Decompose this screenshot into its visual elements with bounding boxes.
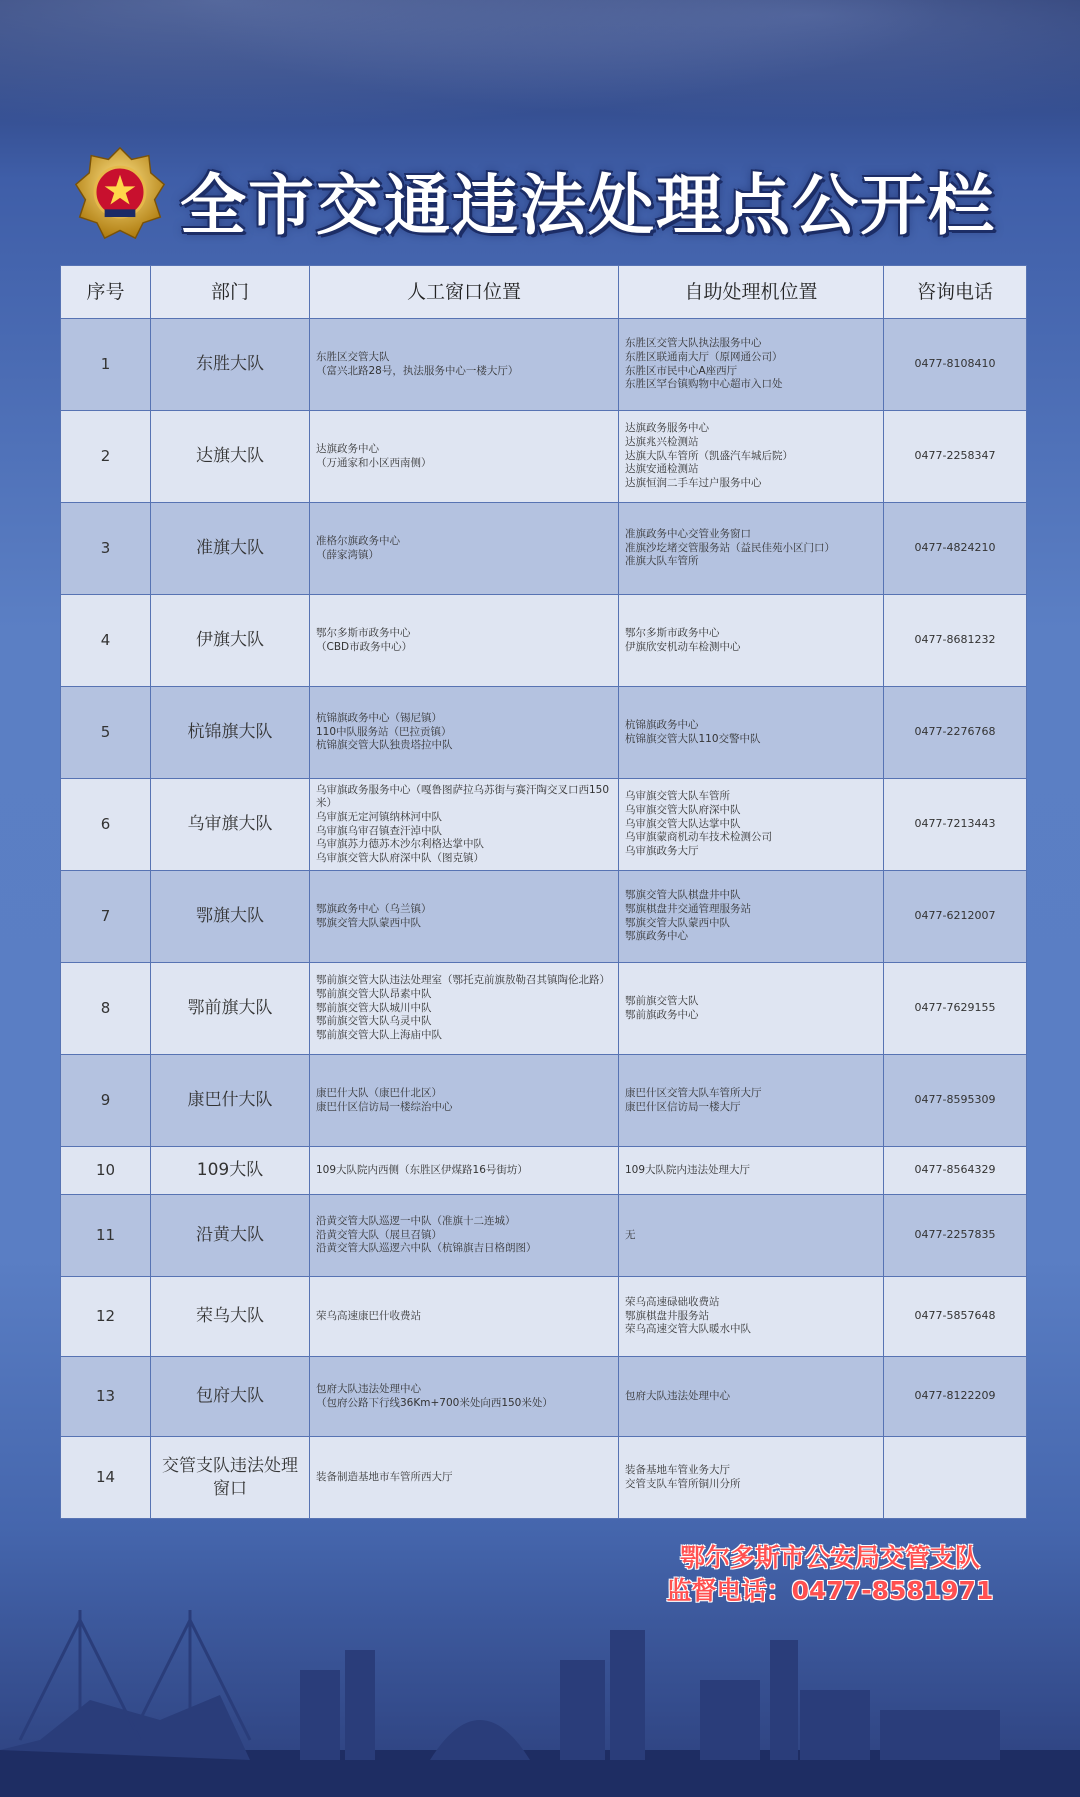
row-phone: 0477-8681232 [884, 595, 1027, 687]
table-row [61, 1437, 1027, 1519]
row-phone: 0477-2258347 [884, 411, 1027, 503]
row-seq: 10 [61, 1147, 151, 1195]
row-manual-location [310, 779, 619, 871]
row-dept: 交管支队违法处理窗口 [151, 1437, 310, 1519]
row-dept: 鄂前旗大队 [151, 963, 310, 1055]
manual-location-item: 荣乌高速康巴什收费站 [316, 1309, 421, 1322]
row-phone: 0477-7629155 [884, 963, 1027, 1055]
row-dept: 杭锦旗大队 [151, 687, 310, 779]
row-manual-location [310, 871, 619, 963]
table-row [61, 1357, 1027, 1437]
header [0, 140, 1080, 250]
manual-location-item: 杭锦旗交管大队独贵塔拉中队 [316, 739, 453, 752]
city-skyline-illustration [0, 1600, 1080, 1797]
row-manual-location [310, 1357, 619, 1437]
self-service-item: 达旗安通检测站 [625, 463, 699, 476]
manual-location-item: 康巴什区信访局一楼综治中心 [316, 1100, 453, 1113]
manual-location-item: 包府大队违法处理中心 [316, 1382, 421, 1395]
manual-location-item: 鄂前旗交管大队违法处理室（鄂托克前旗敖勒召其镇陶伦北路） [316, 974, 610, 987]
manual-location-item: 109大队院内西侧（东胜区伊煤路16号街坊） [316, 1163, 528, 1176]
manual-location-item: 鄂尔多斯市政务中心 [316, 626, 411, 639]
self-service-item: 乌审旗交管大队达掌中队 [625, 817, 741, 830]
self-service-item: 东胜区联通南大厅（原网通公司） [625, 350, 783, 363]
row-dept: 康巴什大队 [151, 1055, 310, 1147]
row-phone: 0477-8122209 [884, 1357, 1027, 1437]
self-service-item: 杭锦旗交管大队110交警中队 [625, 732, 761, 745]
self-service-item: 装备基地车管业务大厅 [625, 1463, 730, 1476]
manual-location-item: 110中队服务站（巴拉贡镇） [316, 725, 452, 738]
self-service-item: 鄂旗交管大队棋盘井中队 [625, 889, 741, 902]
manual-location-item: 达旗政务中心 [316, 442, 379, 455]
row-dept: 荣乌大队 [151, 1277, 310, 1357]
manual-location-item: （薛家湾镇） [316, 548, 379, 561]
manual-location-item: 装备制造基地市车管所西大厅 [316, 1470, 453, 1483]
row-phone: 0477-8108410 [884, 319, 1027, 411]
row-dept: 沿黄大队 [151, 1195, 310, 1277]
self-service-item: 无 [625, 1228, 636, 1241]
row-phone: 0477-5857648 [884, 1277, 1027, 1357]
row-self-service-location [619, 1147, 884, 1195]
footer-org: 鄂尔多斯市公安局交管支队 [679, 1543, 980, 1572]
self-service-item: 达旗大队车管所（凯盛汽车城后院） [625, 449, 793, 462]
manual-location-item: 乌审旗政务服务中心（嘎鲁图萨拉乌苏街与赛汗陶交叉口西150米） [316, 783, 610, 810]
table-header-row [61, 266, 1027, 319]
row-manual-location [310, 963, 619, 1055]
row-self-service-location [619, 503, 884, 595]
row-self-service-location [619, 1277, 884, 1357]
manual-location-item: 鄂旗政务中心（乌兰镇） [316, 902, 432, 915]
self-service-item: 鄂旗交管大队蒙西中队 [625, 916, 730, 929]
row-seq: 2 [61, 411, 151, 503]
row-self-service-location [619, 687, 884, 779]
row-phone: 0477-7213443 [884, 779, 1027, 871]
table-row [61, 1195, 1027, 1277]
manual-location-item: 东胜区交管大队 [316, 350, 390, 363]
table-row [61, 411, 1027, 503]
table-row [61, 595, 1027, 687]
manual-location-item: 准格尔旗政务中心 [316, 534, 400, 547]
row-manual-location [310, 1195, 619, 1277]
row-manual-location [310, 411, 619, 503]
row-manual-location [310, 595, 619, 687]
header-phone: 咨询电话 [884, 266, 1027, 319]
row-self-service-location [619, 871, 884, 963]
manual-location-item: 鄂前旗交管大队上海庙中队 [316, 1028, 442, 1041]
manual-location-item: （包府公路下行线36Km+700米处向西150米处） [316, 1396, 553, 1409]
row-phone: 0477-8595309 [884, 1055, 1027, 1147]
header-dept: 部门 [151, 266, 310, 319]
row-seq: 6 [61, 779, 151, 871]
row-seq: 13 [61, 1357, 151, 1437]
table-row [61, 1055, 1027, 1147]
manual-location-item: 沿黄交管大队巡逻一中队（准旗十二连城） [316, 1215, 516, 1228]
table-row [61, 963, 1027, 1055]
row-dept: 达旗大队 [151, 411, 310, 503]
manual-location-item: 乌审旗乌审召镇查汗淖中队 [316, 824, 442, 837]
row-self-service-location [619, 411, 884, 503]
manual-location-item: （万通家和小区西南侧） [316, 456, 432, 469]
row-manual-location [310, 503, 619, 595]
manual-location-item: 沿黄交管大队巡逻六中队（杭锦旗吉日格朗图） [316, 1242, 537, 1255]
row-seq: 11 [61, 1195, 151, 1277]
self-service-item: 伊旗欣安机动车检测中心 [625, 640, 741, 653]
self-service-item: 鄂旗政务中心 [625, 930, 688, 943]
row-manual-location [310, 687, 619, 779]
row-dept: 包府大队 [151, 1357, 310, 1437]
self-service-item: 东胜区罕台镇购物中心超市入口处 [625, 378, 783, 391]
row-seq: 14 [61, 1437, 151, 1519]
row-self-service-location [619, 1055, 884, 1147]
self-service-item: 鄂旗棋盘井服务站 [625, 1309, 709, 1322]
manual-location-item: 鄂前旗交管大队昂素中队 [316, 988, 432, 1001]
row-self-service-location [619, 1357, 884, 1437]
row-self-service-location [619, 319, 884, 411]
row-seq: 7 [61, 871, 151, 963]
manual-location-item: （富兴北路28号，执法服务中心一楼大厅） [316, 364, 519, 377]
header-seq: 序号 [61, 266, 151, 319]
row-manual-location [310, 1277, 619, 1357]
police-emblem-icon [72, 146, 168, 242]
table-body [61, 319, 1027, 1519]
manual-location-item: 鄂前旗交管大队城川中队 [316, 1001, 432, 1014]
header-manual: 人工窗口位置 [310, 266, 619, 319]
manual-location-item: 鄂前旗交管大队乌灵中队 [316, 1015, 432, 1028]
self-service-item: 乌审旗蒙商机动车技术检测公司 [625, 831, 772, 844]
table-row [61, 687, 1027, 779]
row-self-service-location [619, 1195, 884, 1277]
self-service-item: 鄂前旗政务中心 [625, 1008, 699, 1021]
row-self-service-location [619, 963, 884, 1055]
manual-location-item: 乌审旗苏力德苏木沙尔利格达掌中队 [316, 838, 484, 851]
row-phone: 0477-2276768 [884, 687, 1027, 779]
self-service-item: 达旗恒润二手车过户服务中心 [625, 476, 762, 489]
table-row [61, 1147, 1027, 1195]
self-service-item: 准旗政务中心交管业务窗口 [625, 528, 751, 541]
table-row [61, 319, 1027, 411]
row-dept: 鄂旗大队 [151, 871, 310, 963]
row-phone: 0477-2257835 [884, 1195, 1027, 1277]
self-service-item: 乌审旗交管大队车管所 [625, 790, 730, 803]
table-row [61, 871, 1027, 963]
self-service-item: 鄂尔多斯市政务中心 [625, 626, 720, 639]
self-service-item: 准旗大队车管所 [625, 555, 699, 568]
self-service-item: 交管支队车管所铜川分所 [625, 1477, 741, 1490]
row-dept: 乌审旗大队 [151, 779, 310, 871]
self-service-item: 东胜区交管大队执法服务中心 [625, 337, 762, 350]
self-service-item: 康巴什区信访局一楼大厅 [625, 1100, 741, 1113]
row-dept: 准旗大队 [151, 503, 310, 595]
self-service-item: 乌审旗政务大厅 [625, 844, 699, 857]
row-phone: 0477-4824210 [884, 503, 1027, 595]
manual-location-item: 杭锦旗政务中心（锡尼镇） [316, 712, 442, 725]
footer [620, 1542, 1040, 1607]
manual-location-item: 沿黄交管大队（展旦召镇） [316, 1228, 442, 1241]
row-self-service-location [619, 1437, 884, 1519]
self-service-item: 包府大队违法处理中心 [625, 1389, 730, 1402]
row-manual-location [310, 319, 619, 411]
manual-location-item: 康巴什大队（康巴什北区） [316, 1086, 442, 1099]
row-dept: 伊旗大队 [151, 595, 310, 687]
self-service-item: 109大队院内违法处理大厅 [625, 1163, 751, 1176]
row-phone [884, 1437, 1027, 1519]
self-service-item: 荣乌高速交管大队暖水中队 [625, 1323, 751, 1336]
row-seq: 9 [61, 1055, 151, 1147]
self-service-item: 准旗沙圪堵交管服务站（益民佳苑小区门口） [625, 541, 835, 554]
manual-location-item: 鄂旗交管大队蒙西中队 [316, 916, 421, 929]
manual-location-item: 乌审旗交管大队府深中队（图克镇） [316, 851, 484, 864]
row-phone: 0477-8564329 [884, 1147, 1027, 1195]
self-service-item: 康巴什区交管大队车管所大厅 [625, 1086, 762, 1099]
footer-hotline: 监督电话：0477-8581971 [666, 1575, 994, 1605]
violation-points-table [60, 265, 1027, 1519]
manual-location-item: 乌审旗无定河镇纳林河中队 [316, 810, 442, 823]
table-row [61, 779, 1027, 871]
self-service-item: 鄂前旗交管大队 [625, 994, 699, 1007]
row-seq: 5 [61, 687, 151, 779]
row-seq: 3 [61, 503, 151, 595]
table-row [61, 1277, 1027, 1357]
self-service-item: 东胜区市民中心A座西厅 [625, 364, 738, 377]
row-manual-location [310, 1055, 619, 1147]
sky-background [0, 0, 1080, 150]
row-dept: 东胜大队 [151, 319, 310, 411]
row-phone: 0477-6212007 [884, 871, 1027, 963]
self-service-item: 达旗政务服务中心 [625, 422, 709, 435]
row-seq: 4 [61, 595, 151, 687]
row-self-service-location [619, 779, 884, 871]
row-manual-location [310, 1437, 619, 1519]
row-seq: 1 [61, 319, 151, 411]
row-dept: 109大队 [151, 1147, 310, 1195]
row-manual-location [310, 1147, 619, 1195]
row-seq: 12 [61, 1277, 151, 1357]
row-seq: 8 [61, 963, 151, 1055]
table-row [61, 503, 1027, 595]
self-service-item: 达旗兆兴检测站 [625, 436, 699, 449]
self-service-item: 鄂旗棋盘井交通管理服务站 [625, 902, 751, 915]
self-service-item: 荣乌高速碌础收费站 [625, 1296, 720, 1309]
header-self: 自助处理机位置 [619, 266, 884, 319]
page-title: 全市交通违法处理点公开栏 [180, 167, 996, 244]
manual-location-item: （CBD市政务中心） [316, 640, 413, 653]
self-service-item: 杭锦旗政务中心 [625, 718, 699, 731]
row-self-service-location [619, 595, 884, 687]
self-service-item: 乌审旗交管大队府深中队 [625, 804, 741, 817]
